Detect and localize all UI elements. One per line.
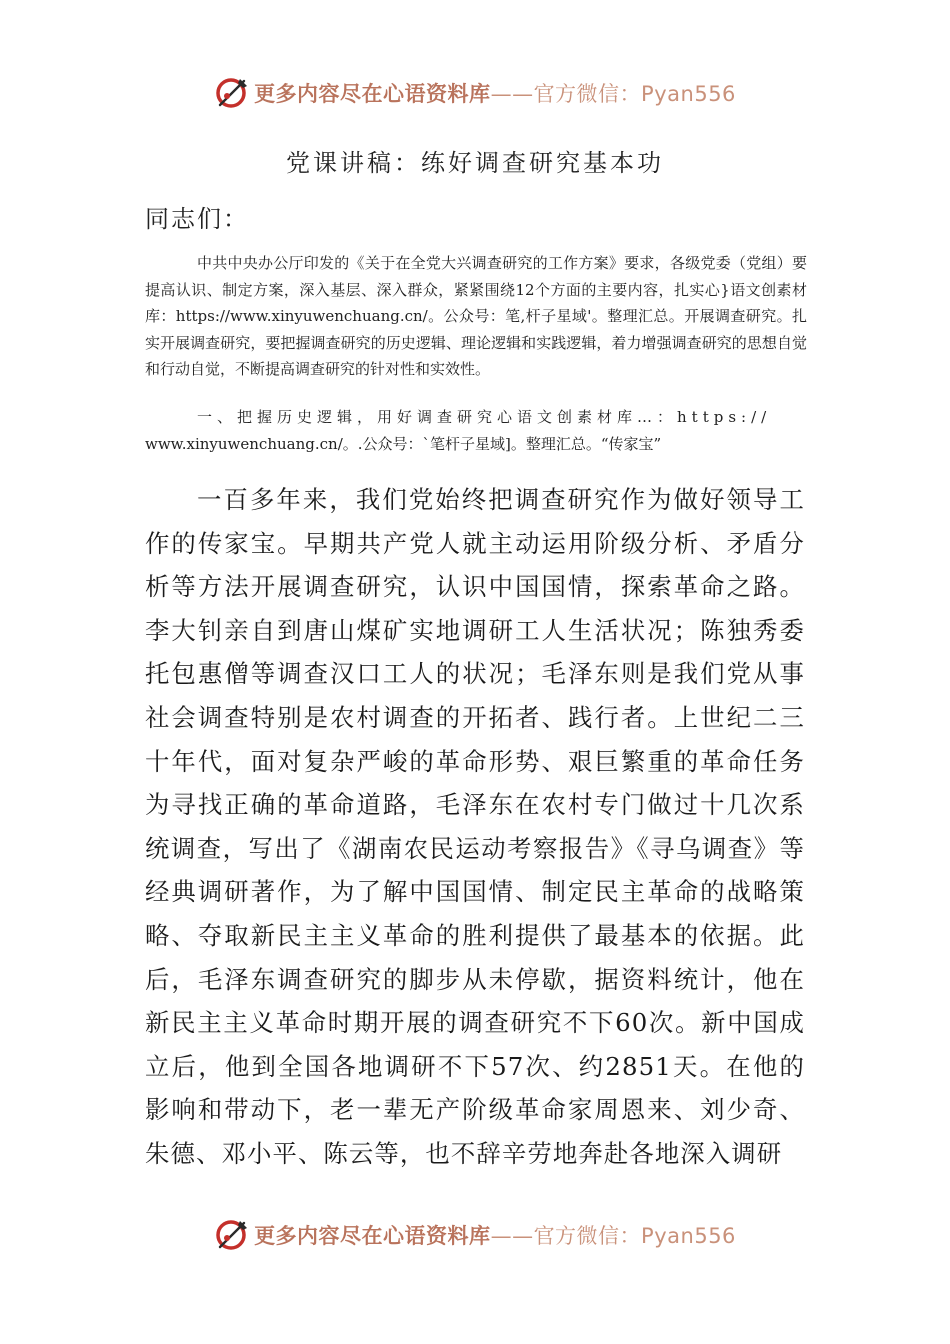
banner-contact-text: ——官方微信：Pyan556 (490, 1224, 736, 1248)
section-heading (145, 404, 807, 457)
header-banner (0, 73, 950, 113)
banner-contact-text: ——官方微信：Pyan556 (490, 82, 736, 106)
section-heading-text: 一、把握历史逻辑，用好调查研究心语文创素材库…：https:// (197, 408, 772, 426)
banner-site-text: 更多内容尽在心语资料库 (254, 82, 491, 106)
section-heading-continuation: www.xinyuwenchuang.cn/。.公众号：`笔杆子星域]。整理汇总。“传家宝” (145, 434, 662, 453)
banner-site-text: 更多内容尽在心语资料库 (254, 1224, 491, 1248)
intro-paragraph: 中共中央办公厅印发的《关于在全党大兴调查研究的工作方案》要求，各级党委（党组）要提高认识、制定方案，深入基层、深入群众，紧紧围绕12个方面的主要内容，扎实心}语文创素材库：https://www.xinyuwenchuang.cn/。公众号：笔,杆子星域'。整理汇总。开展调查研究。扎实开展调查研究，要把握调查研究的历史逻辑、理论逻辑和实践逻辑，着力增强调查研究的思想自觉和行动自觉，不断提高调查研究的针对性和实效性。 (145, 254, 807, 378)
body-paragraph: 一百多年来，我们党始终把调查研究作为做好领导工作的传家宝。早期共产党人就主动运用阶级分析、矛盾分析等方法开展调查研究，认识中国国情，探索革命之路。李大钊亲自到唐山煤矿实地调研工人生活状况；陈独秀委托包惠僧等调查汉口工人的状况；毛泽东则是我们党从事社会调查特别是农村调查的开拓者、践行者。上世纪二三十年代，面对复杂严峻的革命形势、艰巨繁重的革命任务为寻找正确的革命道路，毛泽东在农村专门做过十几次系统调查，写出了《湖南农民运动考察报告》《寻乌调查》等经典调研著作，为了解中国国情、制定民主革命的战略策略、夺取新民主主义革命的胜利提供了最基本的依据。此后，毛泽东调查研究的脚步从未停歇，据资料统计，他在新民主主义革命时期开展的调查研究不下60次。新中国成立后，他到全国各地调研不下57次、约2851天。在他的影响和带动下，老一辈无产阶级革命家周恩来、刘少奇、朱德、邓小平、陈云等，也不辞辛劳地奔赴各地深入调研 (145, 485, 805, 1168)
greeting: 同志们： (145, 205, 249, 233)
pen-logo-icon (214, 1217, 252, 1253)
pen-logo-icon (214, 75, 252, 111)
footer-banner (0, 1215, 950, 1255)
document-title: 党课讲稿：练好调查研究基本功 (286, 149, 664, 177)
